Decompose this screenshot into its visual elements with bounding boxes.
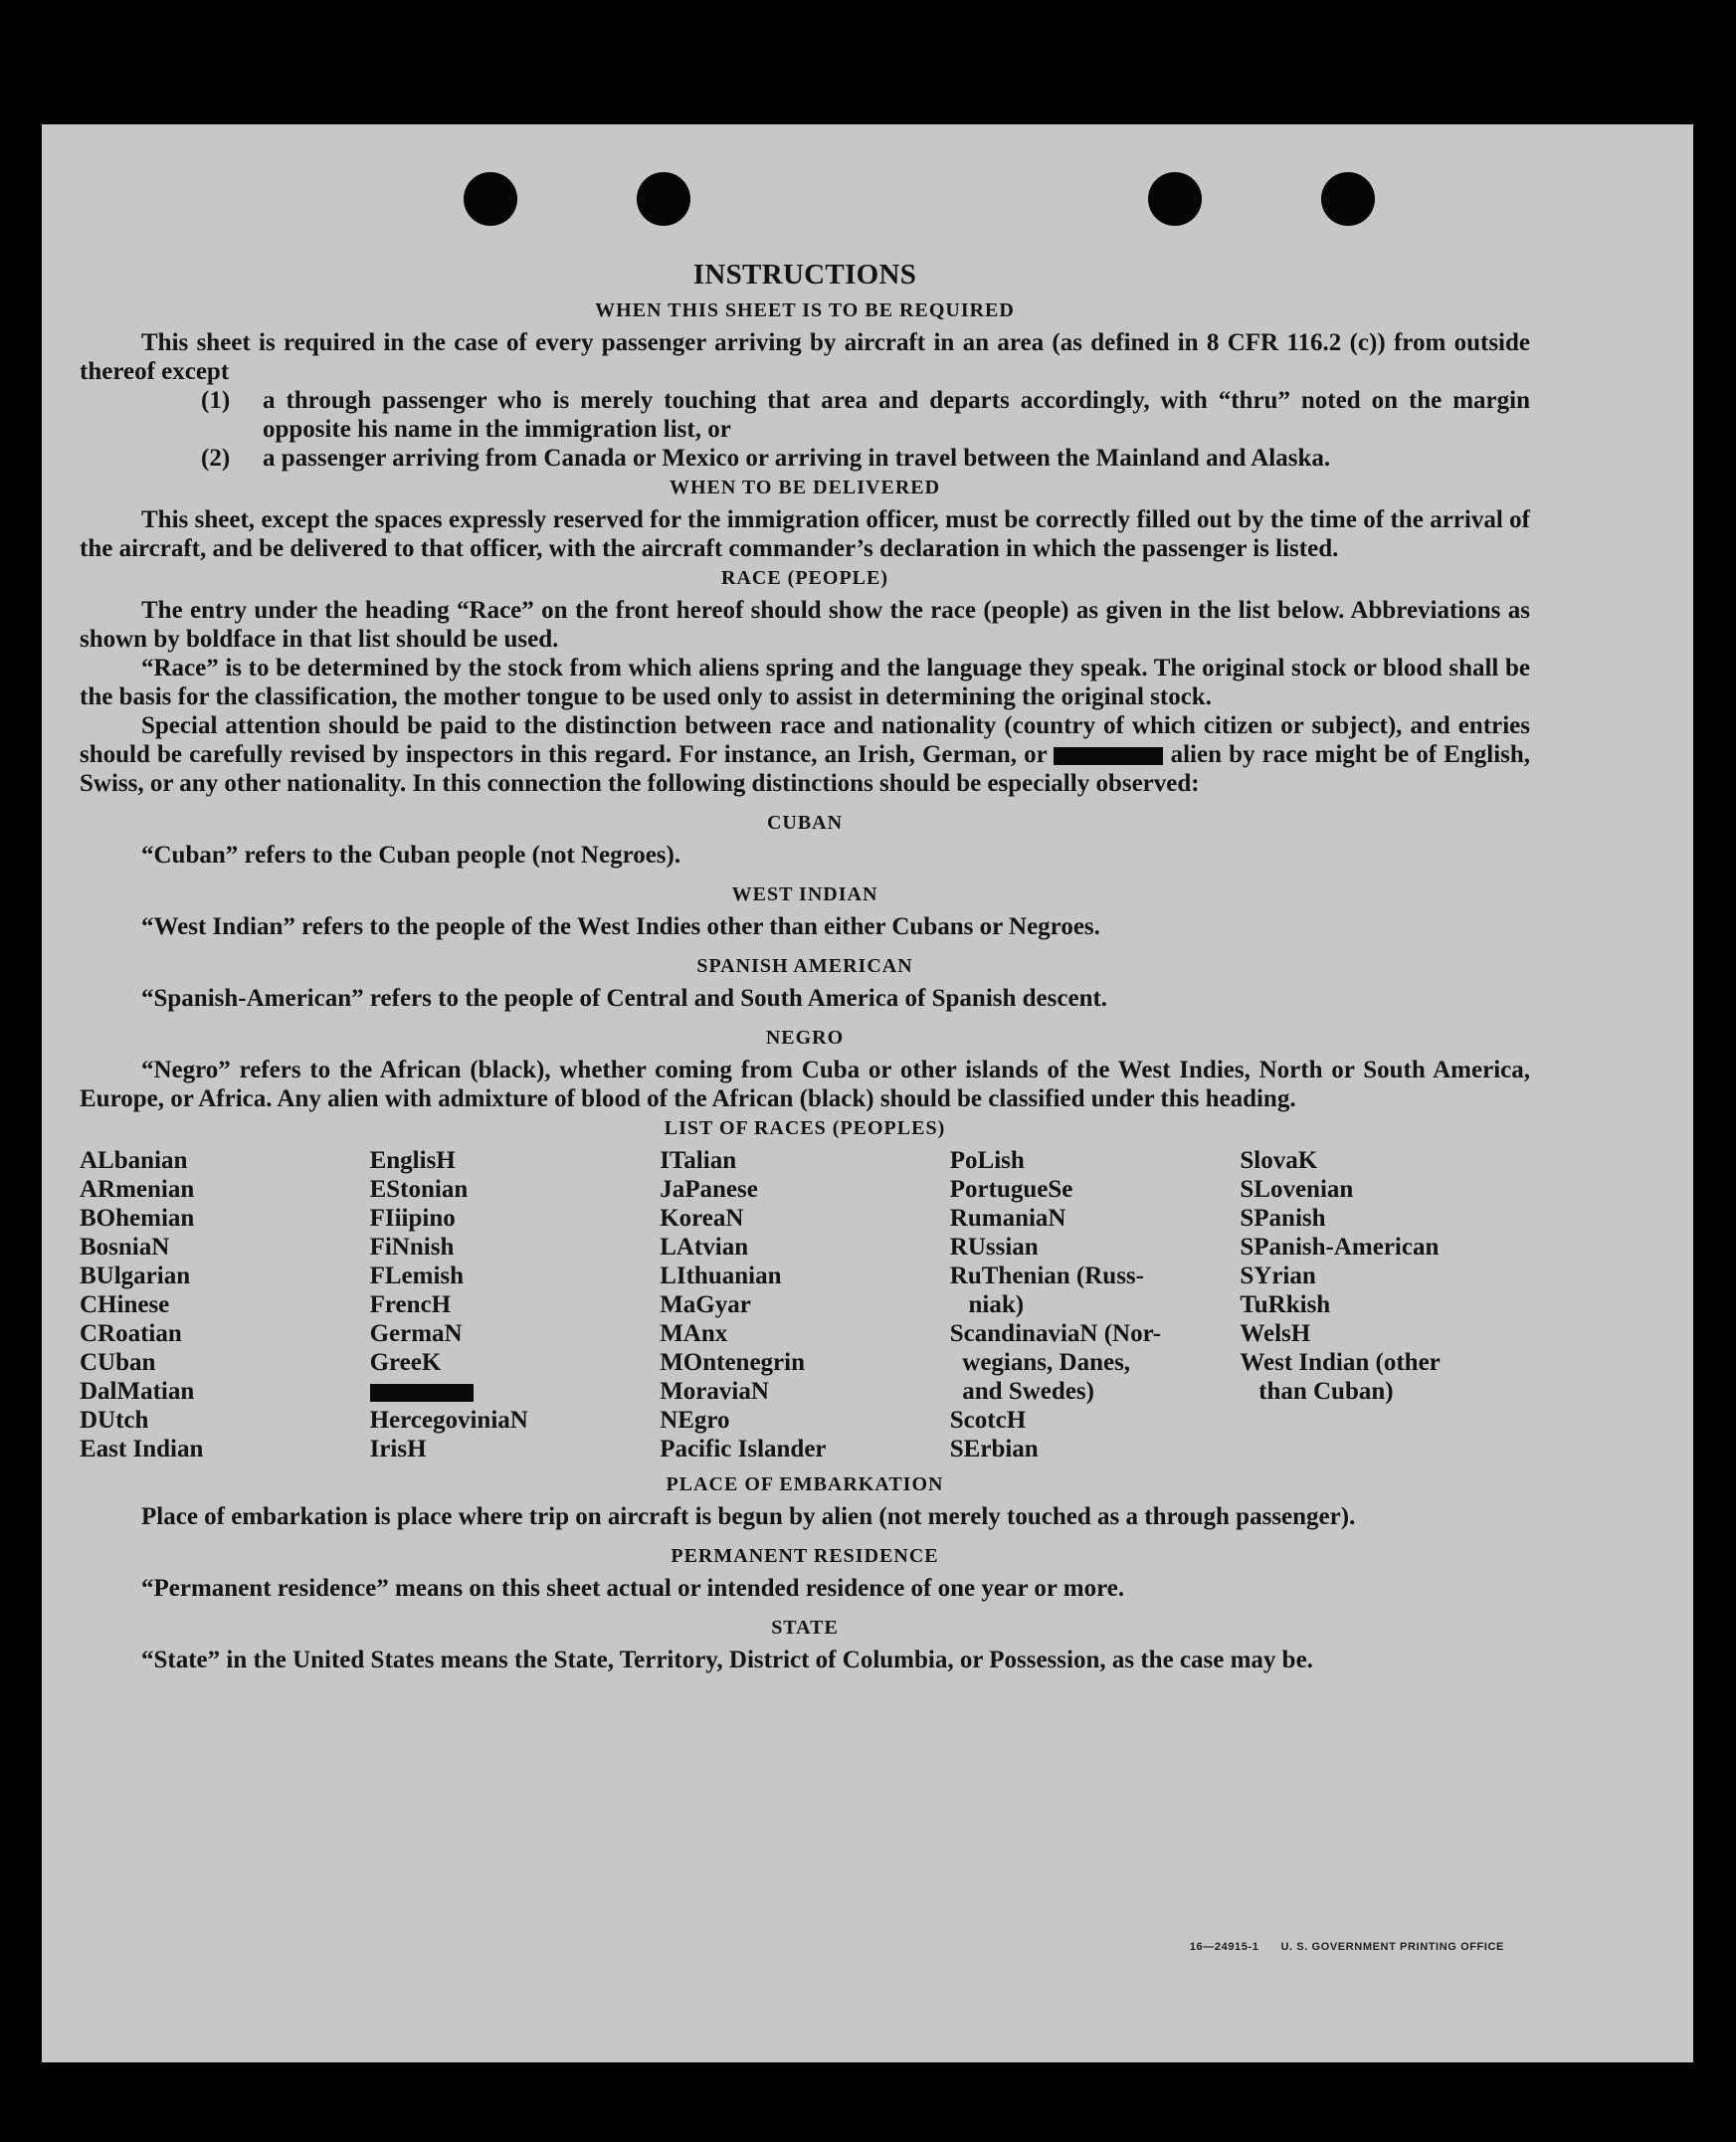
race-item: GreeK [369,1349,442,1376]
race-item: SYrian [1240,1263,1316,1289]
heading-spanish-american: SPANISH AMERICAN [696,955,913,977]
heading-race: RACE (PEOPLE) [721,567,888,589]
race-item: MaGyar [660,1291,751,1318]
heading-cuban: CUBAN [766,812,844,834]
race-item: KoreaN [660,1205,744,1232]
race-item: PoLish [949,1147,1025,1174]
redaction-mark [370,1384,474,1402]
heading-embarkation: PLACE OF EMBARKATION [666,1473,944,1495]
punch-hole [464,172,517,226]
printer-name: U. S. GOVERNMENT PRINTING OFFICE [1280,1941,1504,1953]
race-item: ITalian [660,1147,737,1174]
race-item: MoraviaN [660,1378,769,1405]
residence-text: “Permanent residence” means on this sheet actual or intended residence of one year or more. [141,1575,1125,1602]
race-item: ScandinaviaN (Nor- wegians, Danes, and Swedes) [949,1320,1162,1405]
race-item: JaPanese [660,1176,758,1203]
race-item: CUban [80,1349,156,1376]
page-title: INSTRUCTIONS [692,259,917,291]
race-item: MOntenegrin [660,1349,806,1376]
instructions-content [80,259,1530,1674]
printer-imprint [1190,1941,1504,1953]
race-item: EnglisH [369,1147,456,1174]
race-item: SlovaK [1240,1147,1318,1174]
race-column [370,1146,661,1463]
race-item: FiNnish [369,1234,455,1261]
punch-hole [1148,172,1202,226]
race-item: SPanish [1240,1205,1326,1232]
spanish-american-text: “Spanish-American” refers to the people of Central and South America of Spanish descent. [141,985,1108,1012]
race-item: TuRkish [1240,1291,1331,1318]
race-paragraph-3b: alien by race might be of English, Swiss, or any other nationality. In this connection the following distinctions should be especially observed: [80,741,1531,797]
race-column [660,1146,950,1463]
heading-west-indian: WEST INDIAN [731,883,878,905]
race-column [1240,1146,1530,1463]
race-paragraph-1: The entry under the heading “Race” on the front hereof should show the race (people) as given in the list below. Abbreviations as shown by boldface in that list should be used. [80,597,1530,653]
race-item: RuThenian (Russ- niak) [949,1263,1144,1318]
race-item: FrencH [369,1291,452,1318]
race-item: HercegoviniaN [369,1407,528,1434]
race-column [80,1146,370,1463]
race-item: CRoatian [80,1320,182,1347]
negro-text: “Negro” refers to the African (black), whether coming from Cuba or other islands of the West Indies, North or South America, Europe, or Africa. Any alien with admixture of blood of the African (black) should be classified under this heading. [80,1057,1530,1112]
punch-hole [1321,172,1375,226]
exception-text: a through passenger who is merely touching that area and departs accordingly, with “thru” noted on the margin opposite his name in the immigration list, or [263,387,1530,443]
race-item: RumaniaN [949,1205,1066,1232]
embarkation-text: Place of embarkation is place where trip on aircraft is begun by alien (not merely touched as a through passenger). [141,1503,1356,1530]
race-item: ALbanian [80,1147,188,1174]
heading-delivered: WHEN TO BE DELIVERED [669,477,941,498]
race-item: ScotcH [949,1407,1027,1434]
race-column [950,1146,1241,1463]
race-item: WelsH [1240,1320,1311,1347]
exception-number: (1) [201,387,231,414]
heading-state: STATE [771,1617,839,1639]
race-item: SPanish-American [1240,1234,1440,1261]
race-item: BUlgarian [80,1263,191,1289]
punch-hole [637,172,690,226]
redaction-mark [1054,747,1163,765]
race-item: BOhemian [80,1205,195,1232]
race-item: GermaN [369,1320,463,1347]
race-paragraph-2: “Race” is to be determined by the stock from which aliens spring and the language they speak. The original stock or blood shall be the basis for the classification, the mother tongue to be used only to assist in determining the original stock. [80,655,1530,710]
race-item: Pacific Islander [660,1436,827,1462]
required-intro: This sheet is required in the case of every passenger arriving by aircraft in an area (as defined in 8 CFR 116.2 (c)) from outside thereof except [80,329,1530,385]
race-item: PortugueSe [949,1176,1073,1203]
race-item-redacted [370,1377,661,1406]
race-paragraph-3 [80,711,1530,798]
race-list [80,1146,1530,1463]
state-text: “State” in the United States means the State, Territory, District of Columbia, or Possession, as the case may be. [141,1647,1313,1673]
race-item: EStonian [369,1176,469,1203]
race-paragraph-3a: Special attention should be paid to the distinction between race and nationality (country of which citizen or subject), and entries should be carefully revised by inspectors in this regard. For instance, an Irish, German, or [80,712,1530,768]
exception-number: (2) [201,445,231,472]
document-sheet [42,124,1693,2062]
heading-permanent-residence: PERMANENT RESIDENCE [671,1545,939,1567]
heading-list-of-races: LIST OF RACES (PEOPLES) [664,1117,946,1139]
race-item: FLemish [369,1263,465,1289]
race-item: CHinese [80,1291,170,1318]
exception-item [80,386,1530,444]
exception-text: a passenger arriving from Canada or Mexico or arriving in travel between the Mainland and Alaska. [263,445,1331,472]
race-item: RUssian [949,1234,1039,1261]
race-item: SErbian [949,1436,1039,1462]
race-item: West Indian (other than Cuban) [1240,1349,1441,1405]
race-item: DUtch [80,1407,149,1434]
race-item: SLovenian [1240,1176,1354,1203]
heading-negro: NEGRO [765,1027,845,1049]
delivered-text: This sheet, except the spaces expressly reserved for the immigration officer, must be correctly filled out by the time of the arrival of the aircraft, and be delivered to that officer, with the aircraft commander’s declaration in which the passenger is listed. [80,506,1530,562]
race-item: FIiipino [369,1205,456,1232]
exception-item [80,444,1530,473]
race-item: NEgro [660,1407,730,1434]
heading-required: WHEN THIS SHEET IS TO BE REQUIRED [595,299,1015,321]
west-indian-text: “West Indian” refers to the people of the West Indies other than either Cubans or Negroes. [141,913,1100,940]
race-item: MAnx [660,1320,728,1347]
race-item: ARmenian [80,1176,195,1203]
race-item: LAtvian [660,1234,749,1261]
race-item: DalMatian [80,1378,195,1405]
form-number: 16—24915-1 [1189,1941,1259,1953]
cuban-text: “Cuban” refers to the Cuban people (not Negroes). [141,842,681,869]
race-item: LIthuanian [660,1263,782,1289]
race-item: IrisH [369,1436,427,1462]
race-item: BosniaN [80,1234,170,1261]
race-item: East Indian [80,1436,204,1462]
